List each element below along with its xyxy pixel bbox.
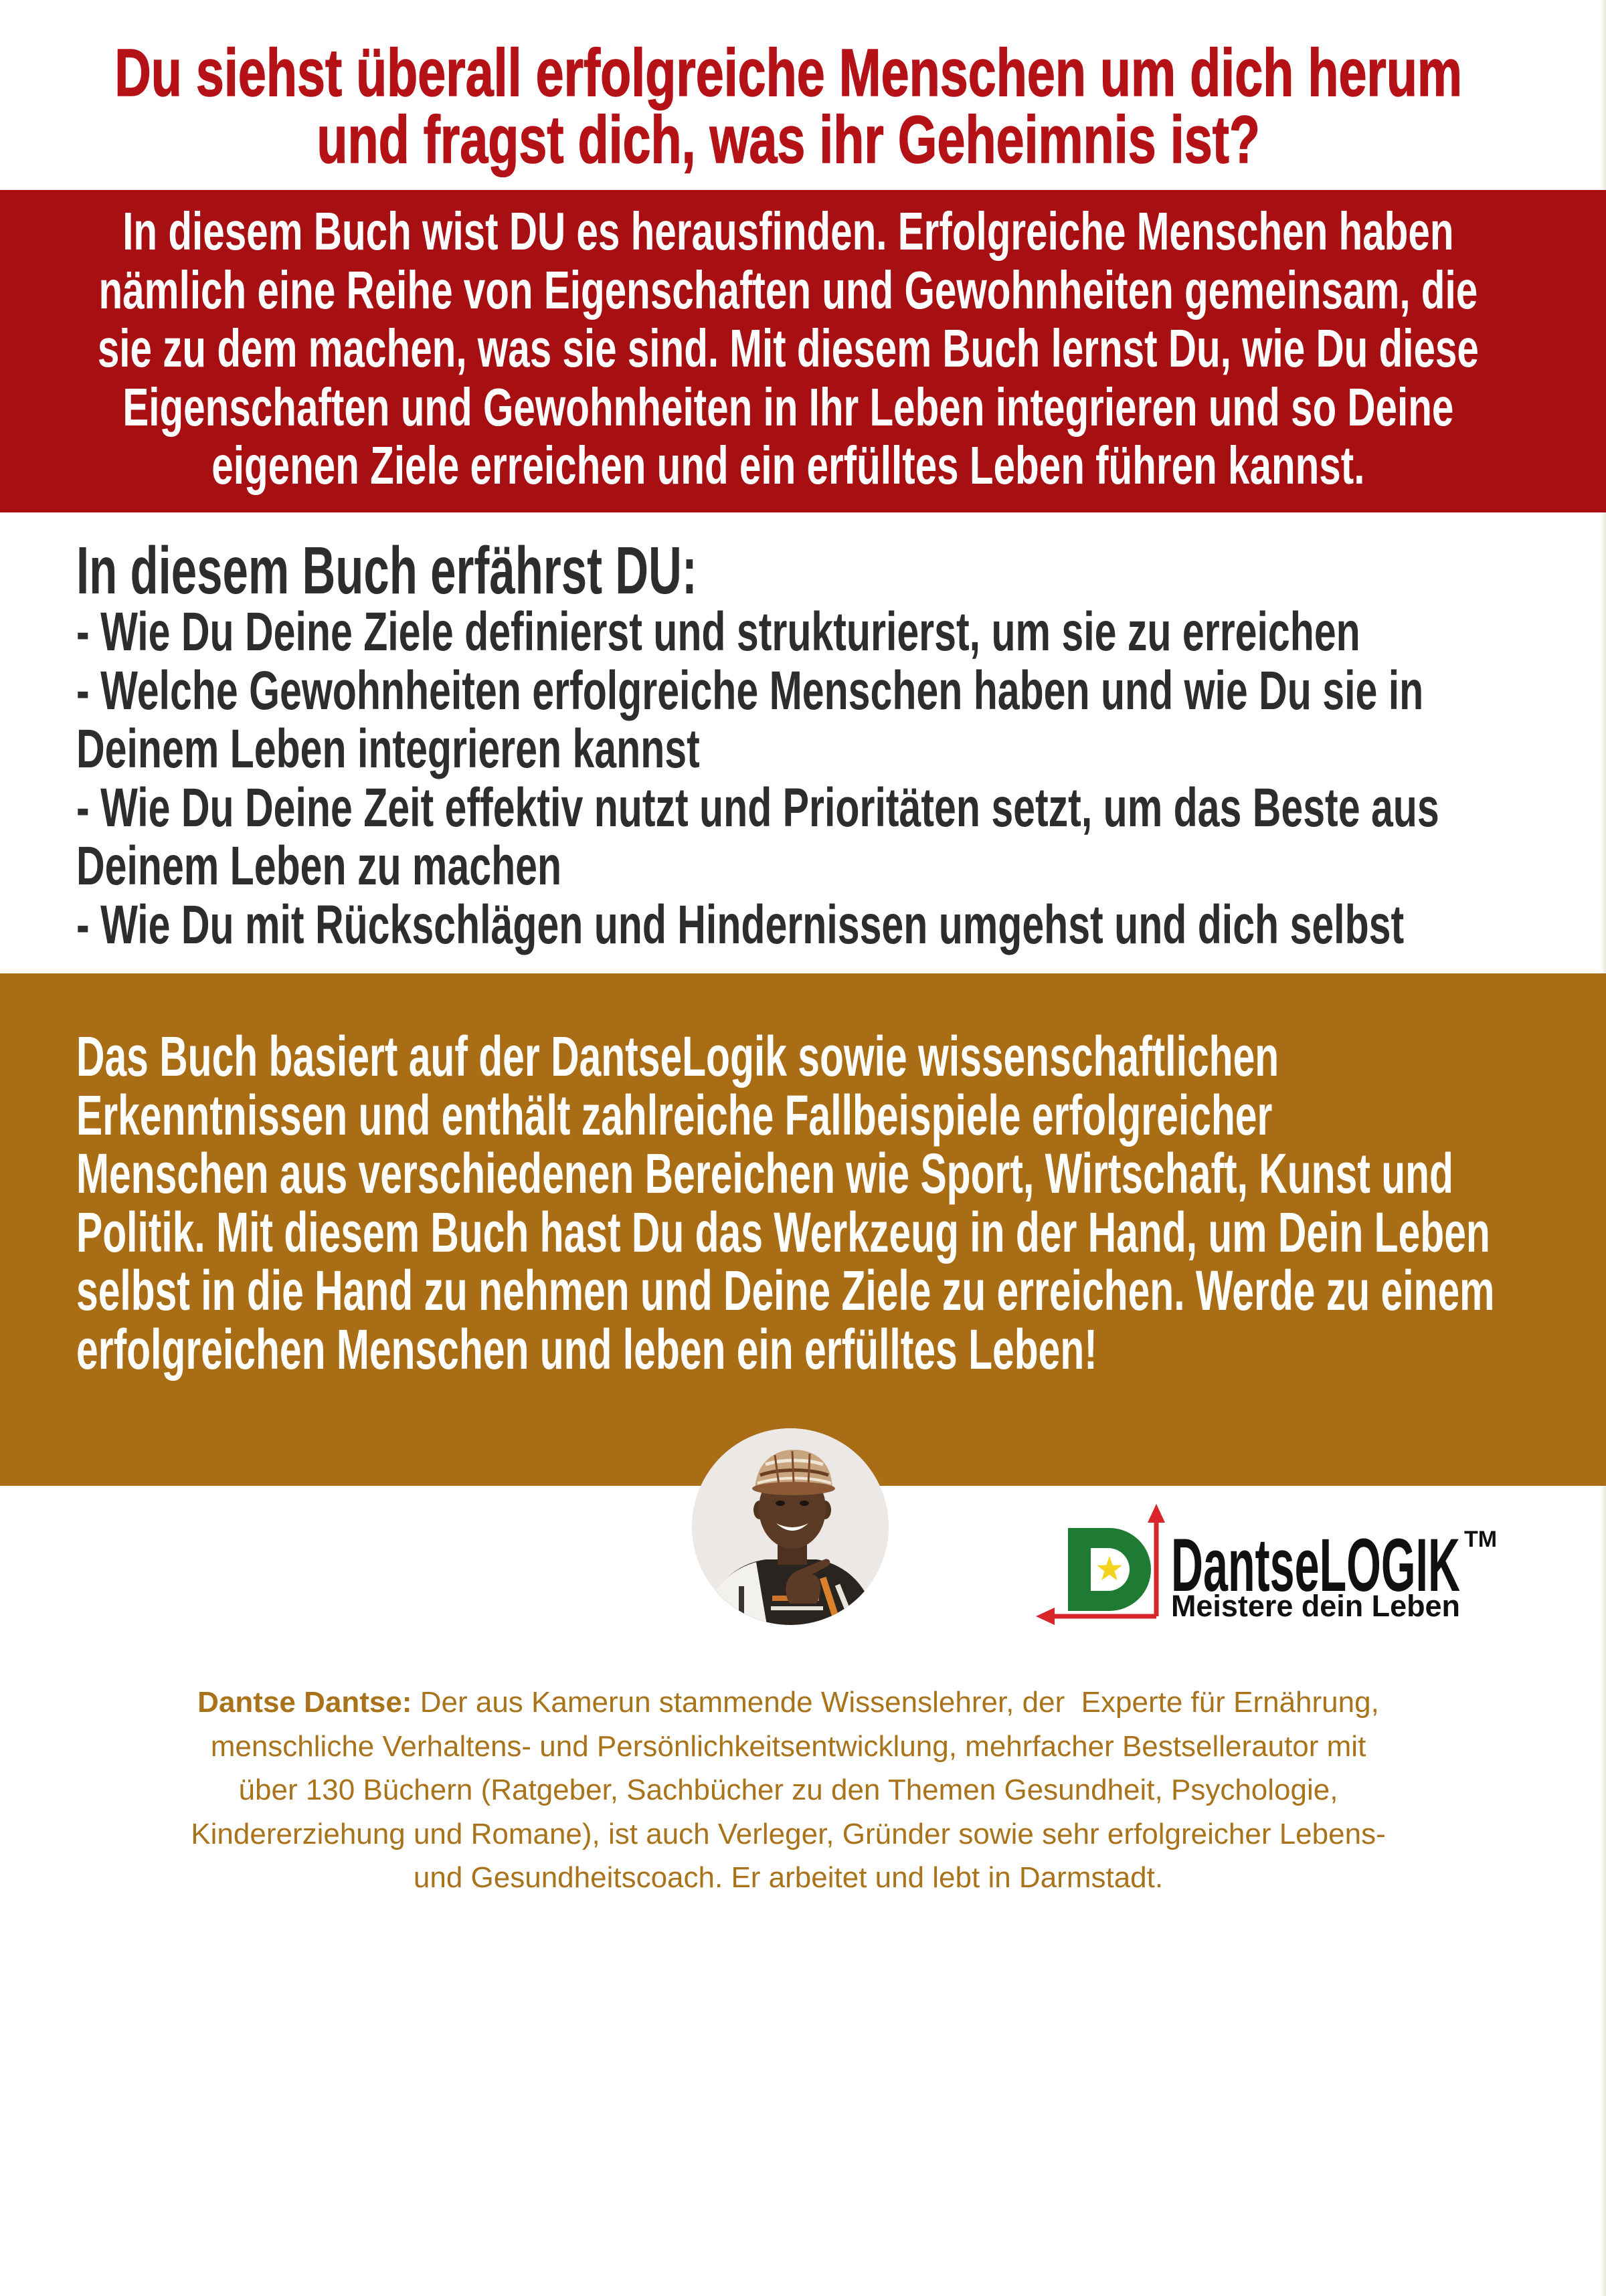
bio-line: menschliche Verhaltens- und Persönlichkeitsentwicklung, mehrfacher Bestsellerautor mit [210, 1729, 1366, 1763]
contents-item-line: Deinem Leben integrieren kannst [76, 719, 700, 779]
intro-line: sie zu dem machen, was sie sind. Mit diesem Buch lernst Du, wie Du diese [97, 318, 1479, 378]
contents-list [76, 603, 1606, 954]
author-bio [0, 1681, 1577, 1900]
about-line: Politik. Mit diesem Buch hast Du das Werkzeug in der Hand, um Dein Leben [76, 1200, 1490, 1264]
bio-line: über 130 Büchern (Ratgeber, Sachbücher zu den Themen Gesundheit, Psychologie, [238, 1774, 1338, 1807]
about-line: Erkenntnissen und enthält zahlreiche Fallbeispiele erfolgreicher [76, 1083, 1273, 1147]
author-name: Dantse Dantse: [197, 1686, 412, 1719]
bio-line [0, 1681, 1577, 1725]
about-line: selbst in die Hand zu nehmen und Deine Ziele zu erreichen. Werde zu einem [76, 1259, 1495, 1322]
intro-band [0, 190, 1606, 512]
contents-item-line: - Wie Du Deine Ziele definierst und strukturierst, um sie zu erreichen [76, 601, 1360, 662]
intro-line: In diesem Buch wist DU es herausfinden. Erfolgreiche Menschen haben [122, 201, 1454, 261]
contents-item-line: - Wie Du mit Rückschlägen und Hindernissen umgehst und dich selbst [76, 894, 1405, 955]
logo-star [1097, 1556, 1122, 1580]
logo-trademark: TM [1464, 1527, 1498, 1552]
author-portrait [692, 1428, 889, 1625]
bio-line: und Gesundheitscoach. Er arbeitet und lebt in Darmstadt. [413, 1861, 1164, 1895]
intro-text [0, 202, 1577, 495]
bio-line-text: Der aus Kamerun stammende Wissenslehrer, der Experte für Ernährung, [420, 1686, 1379, 1719]
intro-line: nämlich eine Reihe von Eigenschaften und Gewohnheiten gemeinsam, die [98, 260, 1478, 320]
logo-tagline: Meistere dein Leben [1171, 1589, 1460, 1623]
headline-line: Du siehst überall erfolgreiche Menschen um dich herum [114, 39, 1463, 110]
contents-item [76, 603, 1606, 662]
intro-line: Eigenschaften und Gewohnheiten in Ihr Leben integrieren und so Deine [122, 377, 1454, 437]
contents-item [76, 779, 1606, 896]
cover-headline [0, 39, 1606, 180]
about-line: Das Buch basiert auf der DantseLogik sowie wissenschaftlichen [76, 1025, 1279, 1088]
logo-wordmark: DantseLOGIK [1171, 1523, 1460, 1607]
contents-item-line: Deinem Leben zu machen [76, 836, 562, 896]
contents-heading: In diesem Buch erfährst DU: [76, 533, 697, 608]
about-line: erfolgreichen Menschen und leben ein erfülltes Leben! [76, 1317, 1097, 1381]
contents-section [0, 512, 1606, 973]
intro-line: eigenen Ziele erreichen und ein erfülltes Leben führen kannst. [211, 436, 1365, 495]
contents-item [76, 662, 1606, 779]
author-photo [692, 1428, 889, 1625]
about-line: Menschen aus verschiedenen Bereichen wie Sport, Wirtschaft, Kunst und [76, 1142, 1453, 1205]
contents-item-line: - Welche Gewohnheiten erfolgreiche Menschen haben und wie Du sie in [76, 660, 1424, 721]
bio-line: Kindererziehung und Romane), ist auch Verleger, Gründer sowie sehr erfolgreicher Lebens- [191, 1817, 1386, 1850]
contents-item [76, 896, 1606, 955]
headline-text [0, 39, 1577, 177]
headline-line: und fragst dich, was ihr Geheimnis ist? [317, 102, 1260, 177]
about-band [0, 973, 1606, 1486]
about-text [76, 1025, 1606, 1381]
contents-item-line: - Wie Du Deine Zeit effektiv nutzt und Prioritäten setzt, um das Beste aus [76, 777, 1439, 838]
dantselogik-logo [1031, 1499, 1499, 1632]
logo-graphic [1031, 1499, 1499, 1632]
